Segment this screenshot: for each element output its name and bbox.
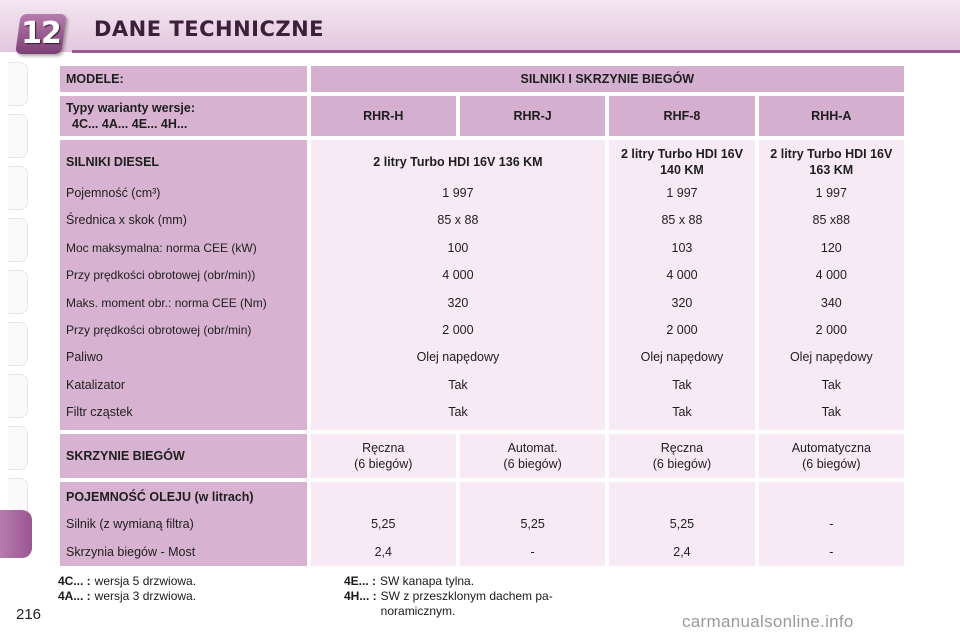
gearbox-cell: Automat. (6 biegów) [460,434,605,478]
chapter-tab[interactable] [8,166,28,210]
header-rule [72,50,960,53]
chapter-tab[interactable] [8,374,28,418]
code-cell: RHR-H [311,96,456,136]
gearbox-cell: Ręczna (6 biegów) [609,434,754,478]
variants-label: Typy warianty wersje: 4C... 4A... 4E... 4H... [60,96,307,136]
footnotes-left [58,574,196,604]
watermark: carmanualsonline.info [682,612,854,631]
footnote: 4A... : wersja 3 drzwiowa. [58,589,197,603]
chapter-tab[interactable] [8,322,28,366]
gearbox-cell: Automatyczna (6 biegów) [759,434,904,478]
engines-header: SILNIKI I SKRZYNIE BIEGÓW [311,66,904,92]
code-cell: RHR-J [460,96,605,136]
chapter-tabs [0,62,34,582]
footnote: 4H... : SW z przeszklonym dachem pa-noramicznym. [344,589,553,618]
chapter-tab[interactable] [8,270,28,314]
engine-col-136: 2 litry Turbo HDI 16V 136 KM 1 997 85 x 88 100 4 000 320 2 000 Olej napędowy Tak Tak [311,140,606,430]
chapter-number: 12 [21,16,61,51]
engine-col-163: 2 litry Turbo HDI 16V 163 KM 1 997 85 x88 120 4 000 340 2 000 Olej napędowy Tak Tak [759,140,904,430]
spec-table [56,62,908,570]
engine-col-140: 2 litry Turbo HDI 16V 140 KM 1 997 85 x 88 103 4 000 320 2 000 Olej napędowy Tak Tak [609,140,754,430]
page-number: 216 [16,606,42,623]
code-cell: RHH-A [759,96,904,136]
chapter-tab-active[interactable] [0,510,32,558]
page-title: DANE TECHNICZNE [94,17,325,41]
oil-col: 5,25 2,4 [311,482,456,566]
chapter-tab[interactable] [8,114,28,158]
footnotes-right [344,574,624,619]
models-label: MODELE: [60,66,307,92]
chapter-tab[interactable] [8,62,28,106]
oil-col: 5,25 - [460,482,605,566]
gearbox-label: SKRZYNIE BIEGÓW [60,434,307,478]
oil-labels: POJEMNOŚĆ OLEJU (w litrach) Silnik (z wymianą filtra) Skrzynia biegów - Most [60,482,307,566]
oil-col: - - [759,482,904,566]
oil-col: 5,25 2,4 [609,482,754,566]
diesel-labels: SILNIKI DIESEL Pojemność (cm³) Średnica x skok (mm) Moc maksymalna: norma CEE (kW) Przy prędkości obrotowej (obr/min)) Maks. moment obr.: norma CEE (Nm) Przy prędkości obrotowej (obr/min) Paliwo Katalizator Filtr cząstek [60,140,307,430]
footnote: 4E... : SW kanapa tylna. [344,574,475,588]
chapter-tab[interactable] [8,426,28,470]
code-cell: RHF-8 [609,96,754,136]
footnote: 4C... : wersja 5 drzwiowa. [58,574,197,588]
chapter-tab[interactable] [8,218,28,262]
gearbox-cell: Ręczna (6 biegów) [311,434,456,478]
